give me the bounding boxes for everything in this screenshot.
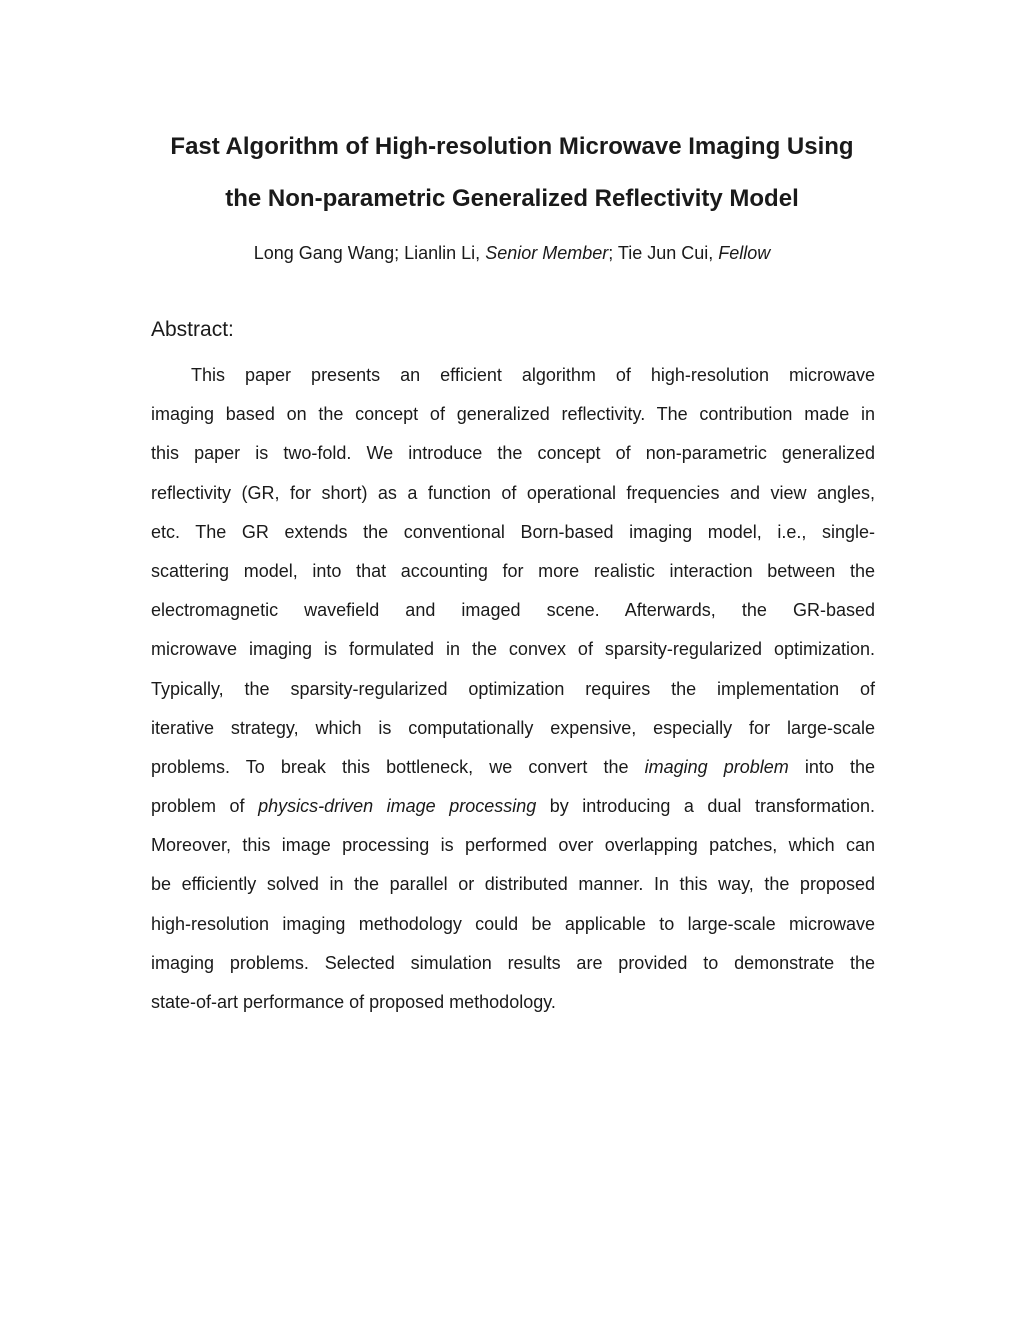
abstract-line: reflectivity (GR, for short) as a function of operational frequencies and view angles, (151, 482, 875, 503)
author-role-fellow: Fellow (718, 243, 771, 263)
author-names-1: Long Gang Wang; Lianlin Li, (253, 243, 486, 263)
abstract-heading: Abstract: (151, 318, 234, 341)
abstract-line: this paper is two-fold. We introduce the concept of non-parametric generalized (151, 443, 875, 464)
author-role-senior-member: Senior Member (485, 243, 609, 263)
abstract-line (151, 754, 875, 793)
abstract-line: electromagnetic wavefield and imaged scene. Afterwards, the GR-based (151, 600, 875, 621)
text: by introducing a dual transformation. (536, 796, 876, 817)
abstract-line: imaging problems. Selected simulation results are provided to demonstrate the (151, 952, 875, 973)
text: problem of (151, 796, 259, 817)
emphasis-physics-driven: physics-driven image processing (258, 796, 537, 817)
text: into the (788, 756, 875, 777)
abstract-line: be efficiently solved in the parallel or distributed manner. In this way, the proposed (151, 874, 875, 895)
abstract-line: This paper presents an efficient algorithm of high-resolution microwave (191, 365, 875, 385)
abstract-line (151, 793, 875, 832)
abstract-line: state-of-art performance of proposed methodology. (151, 992, 556, 1012)
abstract-line: scattering model, into that accounting for more realistic interaction between the (151, 560, 875, 581)
abstract-line: iterative strategy, which is computationally expensive, especially for large-scale (151, 717, 875, 738)
abstract-line: microwave imaging is formulated in the convex of sparsity-regularized optimization. (151, 639, 875, 660)
author-names-2: ; Tie Jun Cui, (608, 243, 719, 263)
abstract-line: imaging based on the concept of generalized reflectivity. The contribution made in (151, 404, 875, 425)
paper-title-line-1: Fast Algorithm of High-resolution Microwave Imaging Using (170, 133, 854, 160)
abstract-line: Typically, the sparsity-regularized optimization requires the implementation of (151, 678, 875, 699)
emphasis-imaging-problem: imaging problem (644, 756, 789, 777)
text: problems. To break this bottleneck, we convert the (151, 756, 645, 777)
paper-title-line-2: the Non-parametric Generalized Reflectivity Model (225, 185, 799, 212)
abstract-line: high-resolution imaging methodology could be applicable to large-scale microwave (151, 913, 875, 934)
abstract-line: Moreover, this image processing is performed over overlapping patches, which can (151, 835, 875, 856)
abstract-line: etc. The GR extends the conventional Born-based imaging model, i.e., single- (151, 521, 875, 542)
author-list (0, 243, 1024, 264)
abstract-body (151, 362, 875, 1028)
